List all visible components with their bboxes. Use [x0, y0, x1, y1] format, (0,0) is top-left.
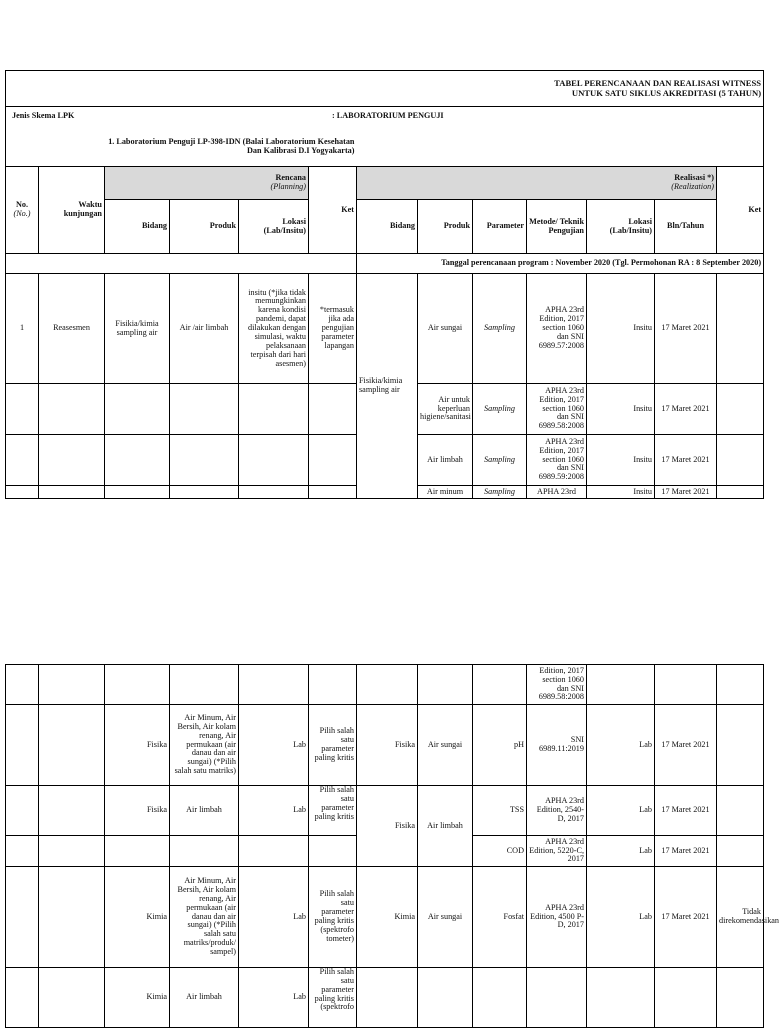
p2-row4-lokasi: Lab [239, 867, 309, 968]
p2-row3-param: COD [473, 836, 527, 867]
real-row1-produk: Air sungai [418, 274, 473, 384]
p2-row4-lokasi: Lab [587, 867, 655, 968]
p2-row1-rproduk: Air sungai [418, 705, 473, 786]
header-parameter: Parameter [473, 200, 527, 254]
p2-row2-ket: Pilih salah satu parameter paling kritis [309, 786, 357, 836]
p2-row3-lokasi: Lab [587, 836, 655, 867]
p2-row1-ket: Pilih salah satu parameter paling kritis [309, 705, 357, 786]
p2-row1-bln: 17 Maret 2021 [655, 705, 717, 786]
witness-table-page2 [5, 664, 779, 1028]
p2-row4-ket: Pilih salah satu parameter paling kritis (spektrofo tometer) [309, 867, 357, 968]
real-row1-lokasi: Insitu [587, 274, 655, 384]
p2-row3-metode: APHA 23rd Edition, 5220-C, 2017 [527, 836, 587, 867]
row1-no: 1 [6, 274, 39, 384]
real-row3-metode: APHA 23rd Edition, 2017 section 1060 dan SNI 6989.59:2008 [527, 435, 587, 486]
real-row4-bln: 17 Maret 2021 [655, 486, 717, 499]
real-row4-param: Sampling [473, 486, 527, 499]
jenis-skema-row [6, 107, 764, 129]
p2-row1-lokasi: Lab [587, 705, 655, 786]
p2-row5-lokasi: Lab [239, 968, 309, 1028]
row1-produk: Air /air limbah [170, 274, 239, 384]
real-row2-produk: Air untuk keperluan higiene/sanitasi [418, 384, 473, 435]
header-ket-plan: Ket [309, 167, 357, 254]
real-row2-bln: 17 Maret 2021 [655, 384, 717, 435]
header-realisasi: Realisasi *) (Realization) [357, 167, 717, 200]
p2-row2-rbidang: Fisika [357, 786, 418, 867]
real-row4-lokasi: Insitu [587, 486, 655, 499]
program-date: Tanggal perencanaan program : November 2020 (Tgl. Permohonan RA : 8 September 2020) [357, 254, 764, 274]
header-metode: Metode/ Teknik Pengujian [527, 200, 587, 254]
p2-row3-bln: 17 Maret 2021 [655, 836, 717, 867]
p2-row4-produk: Air Minum, Air Bersih, Air kolam renang, Air permukaan (air danau dan air sungai) (*Pilih salah satu matriks/produk/ sampel) [170, 867, 239, 968]
row1-waktu: Reasesmen [39, 274, 105, 384]
p2-row5-produk: Air limbah [170, 968, 239, 1028]
header-bidang: Bidang [105, 200, 170, 254]
p2-row4-bln: 17 Maret 2021 [655, 867, 717, 968]
p2-row2-lokasi: Lab [587, 786, 655, 836]
row1-bidang: Fisikia/kimia sampling air [105, 274, 170, 384]
p2-row4-ket-real: Tidak direkomendasikan [717, 867, 764, 968]
p2-row4-bidang: Kimia [105, 867, 170, 968]
real-row4-produk: Air minum [418, 486, 473, 499]
p2-row2-produk: Air limbah [170, 786, 239, 836]
p2-row1-param: pH [473, 705, 527, 786]
header-no: No. (No.) [6, 167, 39, 254]
header-lokasi: Lokasi (Lab/Insitu) [239, 200, 309, 254]
p2-row2-lokasi: Lab [239, 786, 309, 836]
p2-row1-metode: SNI 6989.11:2019 [527, 705, 587, 786]
lab-name: 1. Laboratorium Penguji LP-398-IDN (Balai Laboratorium Kesehatan Dan Kalibrasi D.I Yogyakarta) [6, 129, 357, 167]
real-row1-bln: 17 Maret 2021 [655, 274, 717, 384]
row1-lokasi: insitu (*jika tidak memungkinkan karena kondisi pandemi, dapat dilakukan dengan simulasi, waktu pelaksanaan terpisah dari hari asesmen) [239, 274, 309, 384]
p2-row1-produk: Air Minum, Air Bersih, Air kolam renang, Air permukaan (air danau dan air sungai) (*Pilih salah satu matriks) [170, 705, 239, 786]
header-produk-real: Produk [418, 200, 473, 254]
header-waktu: Waktu kunjungan [39, 167, 105, 254]
real-row3-param: Sampling [473, 435, 527, 486]
real-row2-lokasi: Insitu [587, 384, 655, 435]
p2-row2-bidang: Fisika [105, 786, 170, 836]
jenis-skema-value: : LABORATORIUM PENGUJI [332, 111, 444, 120]
p2-row1-bidang: Fisika [105, 705, 170, 786]
header-bidang-real: Bidang [357, 200, 418, 254]
real-row3-produk: Air limbah [418, 435, 473, 486]
table-title: TABEL PERENCANAAN DAN REALISASI WITNESS UNTUK SATU SIKLUS AKREDITASI (5 TAHUN) [6, 71, 764, 107]
header-ket-real: Ket [717, 167, 764, 254]
witness-table-page1 [5, 70, 764, 499]
p2-row2-bln: 17 Maret 2021 [655, 786, 717, 836]
p2-row4-rproduk: Air sungai [418, 867, 473, 968]
real-row2-metode: APHA 23rd Edition, 2017 section 1060 dan SNI 6989.58:2008 [527, 384, 587, 435]
p2-row4-param: Fosfat [473, 867, 527, 968]
header-bln-tahun: Bln/Tahun [655, 200, 717, 254]
real-row1-metode: APHA 23rd Edition, 2017 section 1060 dan SNI 6989.57:2008 [527, 274, 587, 384]
cont-metode: Edition, 2017 section 1060 dan SNI 6989.58:2008 [527, 665, 587, 705]
real-row1-param: Sampling [473, 274, 527, 384]
p2-row2-rproduk: Air limbah [418, 786, 473, 867]
jenis-skema-label: Jenis Skema LPK [12, 111, 75, 120]
header-produk: Produk [170, 200, 239, 254]
p2-row5-ket: Pilih salah satu parameter paling kritis (spektrofo [309, 968, 357, 1028]
p2-row1-rbidang: Fisika [357, 705, 418, 786]
p2-row4-metode: APHA 23rd Edition, 4500 P-D, 2017 [527, 867, 587, 968]
p2-row4-rbidang: Kimia [357, 867, 418, 968]
p2-row2-metode: APHA 23rd Edition, 2540-D, 2017 [527, 786, 587, 836]
p2-row5-bidang: Kimia [105, 968, 170, 1028]
header-lokasi-real: Lokasi (Lab/Insitu) [587, 200, 655, 254]
real-row4-metode: APHA 23rd [527, 486, 587, 499]
real-row2-param: Sampling [473, 384, 527, 435]
real-row3-lokasi: Insitu [587, 435, 655, 486]
row1-ket: *termasuk jika ada pengujian parameter lapangan [309, 274, 357, 384]
p2-row1-lokasi: Lab [239, 705, 309, 786]
header-rencana: Rencana (Planning) [105, 167, 309, 200]
p2-row2-param: TSS [473, 786, 527, 836]
real-row3-bln: 17 Maret 2021 [655, 435, 717, 486]
real-bidang: Fisikia/kimia sampling air [357, 274, 418, 499]
